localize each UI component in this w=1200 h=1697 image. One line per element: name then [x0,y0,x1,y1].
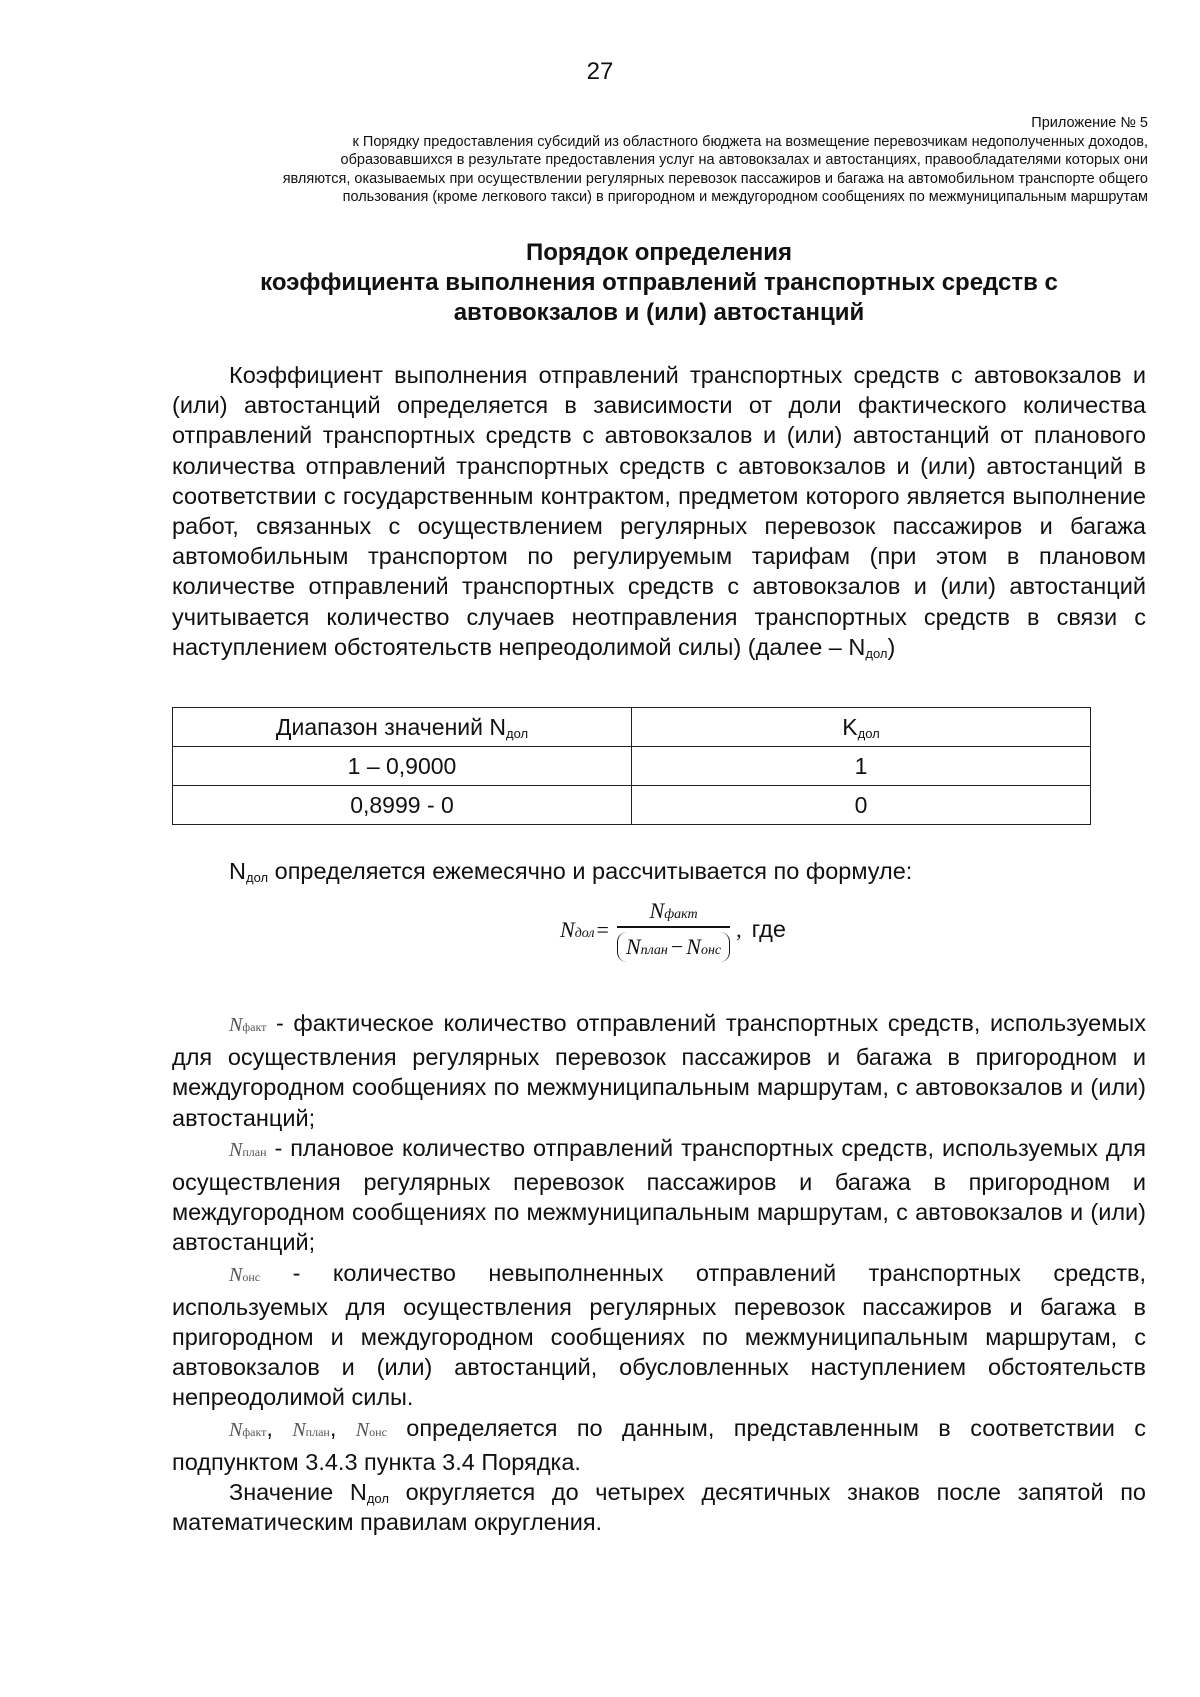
var-sub: факт [242,1424,267,1439]
appendix-header [170,114,1148,207]
num-sub: факт [664,907,698,922]
formula-intro-sub: дол [245,870,269,885]
source-note-text: определяется по данным, представленным в соответствии с подпунктом 3.4.3 пункта 3.4 Порядка. [172,1414,1147,1475]
intro-text: Коэффициент выполнения отправлений транспортных средств с автовокзалов и (или) автостанций определяется в зависимости от доли фактического количества отправлений транспортных средств с автовокзалов и (или) автостанций от планового количества отправлений транспортных средств с автовокзалов и (или) автостанций в соответствии с государственным контрактом, предметом которого является выполнение работ, связанных с осуществлением регулярных перевозок пассажиров и багажа автомобильным транспортом по регулируемым тарифам (при этом в плановом количестве отправлений транспортных средств с автовокзалов и (или) автостанций учитывается количество случаев неотправления транспортных средств в связи с наступлением обстоятельств непреодолимой силы) (далее – N [172,362,1146,660]
var-sub: онс [242,1269,261,1284]
formula-intro-prefix: N [229,858,246,884]
var-sub: онс [369,1424,387,1439]
rounding-note [172,1477,1146,1537]
var-ons [356,1419,387,1441]
var-letter: N [355,1418,370,1441]
formula-intro-section [172,856,1146,886]
definition-text: - количество невыполненных отправлений транспортных средств, используемых для осуществления регулярных перевозок пассажиров и багажа в пригородном и междугородном сообщениях по межмуниципальным маршрутам, с автовокзалов и (или) автостанций, обусловленных наступлением обстоятельств непреодолимой силы. [172,1259,1146,1411]
var-letter: N [229,1263,243,1286]
formula-lhs-sub: дол [574,925,595,941]
denominator-parens [617,932,730,962]
formula-comma: , [736,916,742,942]
appendix-line: образовавшихся в результате предоставления услуг на автовокзалах и автостанциях, правообладателями которых они [340,152,1148,168]
table-header-row [173,708,1091,747]
den-b-var: N [686,933,701,959]
var-fakt [229,1419,266,1441]
formula-intro [172,856,1146,886]
cell-range: 1 – 0,9000 [173,747,632,786]
appendix-line: к Порядку предоставления субсидий из областного бюджета на возмещение перевозчикам недополученных доходов, [352,133,1148,150]
formula-numerator [642,898,706,926]
header-k [632,708,1091,747]
title-line: Порядок определения [525,239,793,266]
table-row [173,747,1091,786]
rounding-sub: дол [366,1491,389,1507]
document-title [170,238,1148,328]
definition-plan [172,1133,1146,1258]
definition-text: - плановое количество отправлений транспортных средств, используемых для осуществления регулярных перевозок пассажиров и багажа в пригородном и междугородном сообщениях по межмуниципальным маршрутам, с автовокзалов и (или) автостанций; [172,1134,1146,1256]
var-sub: факт [242,1020,267,1034]
formula-intro-text: определяется ежемесячно и рассчитывается по формуле: [268,858,913,884]
separator: , [329,1414,356,1441]
rounding-text: округляется до четырех десятичных знаков после запятой по математическим правилам округления. [172,1479,1146,1536]
header-range-sub: дол [505,725,529,741]
var-sub: план [305,1424,330,1439]
formula-fraction [617,898,730,962]
header-range-text: Диапазон значений N [275,713,506,740]
header-range [173,708,632,747]
formula-denominator [617,928,730,962]
var-plan [229,1139,267,1161]
header-k-text: K [842,713,858,740]
var-sub: план [242,1144,267,1159]
appendix-line: пользования (кроме легкового такси) в пригородном и междугородном сообщениях по межмуниципальным маршрутам [342,189,1148,205]
definitions-section [172,1008,1146,1537]
den-b-sub: онс [700,942,722,958]
formula-lhs [560,917,595,943]
var-letter: N [229,1014,243,1036]
var-plan [292,1419,330,1441]
formula-eq: = [596,916,609,942]
intro-sub: дол [865,645,888,661]
den-a-var: N [625,933,641,959]
page-number: 27 [586,58,614,85]
formula-tail: где [751,916,786,943]
intro-section [172,360,1146,662]
title-line: автовокзалов и (или) автостанций [453,299,865,326]
formula [560,898,786,962]
header-k-sub: дол [857,725,880,741]
title-line: коэффициента выполнения отправлений транспортных средств с [260,269,1058,296]
cell-range: 0,8999 - 0 [173,786,632,825]
separator: , [266,1414,293,1441]
den-minus: − [670,933,684,959]
intro-paragraph [172,360,1146,662]
appendix-line: являются, оказываемых при осуществлении регулярных перевозок пассажиров и багажа на автомобильном транспорте общего [282,170,1148,187]
definition-text: - фактическое количество отправлений транспортных средств, используемых для осуществления регулярных перевозок пассажиров и багажа в пригородном и междугородном сообщениях по межмуниципальным маршрутам, с автовокзалов и (или) автостанций; [172,1010,1146,1131]
var-letter: N [229,1418,243,1441]
var-ons [229,1264,260,1286]
source-note [172,1413,1146,1477]
num-var: N [649,898,665,923]
var-letter: N [229,1138,243,1161]
intro-tail: ) [887,633,896,660]
cell-k: 1 [632,747,1091,786]
coefficient-table [172,707,1091,825]
den-a-sub: план [640,942,668,958]
var-fakt [229,1014,266,1036]
formula-lhs-var: N [560,916,575,942]
definition-ons [172,1258,1146,1413]
appendix-line: Приложение № 5 [1031,115,1148,131]
var-letter: N [292,1418,306,1441]
cell-k: 0 [632,786,1091,825]
table-row [173,786,1091,825]
definition-fakt [172,1008,1146,1133]
rounding-prefix: Значение N [229,1479,367,1506]
